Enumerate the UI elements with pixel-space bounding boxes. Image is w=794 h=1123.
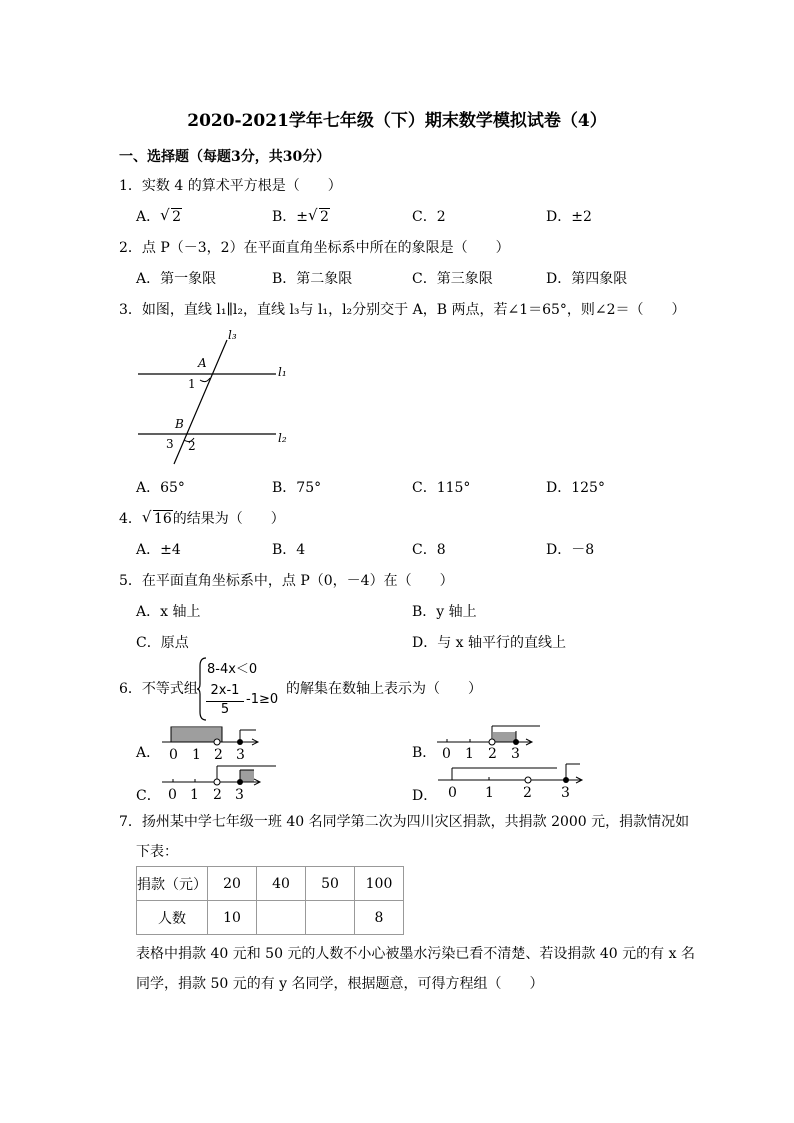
q6-option-b[interactable]: B．: [412, 745, 437, 761]
q1-stem: 1．实数 4 的算术平方根是（ ）: [119, 178, 342, 194]
label-A: A: [198, 356, 207, 370]
q6-numberline-b: [432, 720, 544, 764]
tick-1: 1: [192, 747, 201, 763]
q4-radicand: 16: [153, 511, 172, 527]
q1-option-c[interactable]: C．2: [412, 209, 446, 225]
q5-option-d[interactable]: D．与 x 轴平行的直线上: [412, 635, 567, 651]
table-cell: [257, 901, 306, 935]
q1-a-prefix: A．: [136, 209, 161, 225]
closed-point: [563, 777, 569, 783]
q6-numberline-d: [432, 760, 587, 804]
q6-suffix: 的解集在数轴上表示为（ ）: [286, 681, 482, 697]
q6-fraction-numerator: 2x-1: [210, 683, 240, 698]
shaded-region: [493, 732, 516, 742]
q1-b-prefix: B．±: [272, 209, 309, 225]
q5-option-a[interactable]: A．x 轴上: [136, 604, 201, 620]
q6-numberline-a: [156, 722, 266, 764]
q5-option-b[interactable]: B．y 轴上: [412, 604, 477, 620]
tick-1: 1: [485, 785, 494, 801]
q4-number: 4．: [119, 511, 142, 527]
table-row: [137, 901, 404, 935]
page-title: 2020-2021学年七年级（下）期末数学模拟试卷（4）: [187, 111, 607, 131]
open-point: [214, 779, 220, 785]
q3-option-c[interactable]: C．115°: [412, 480, 471, 496]
table-cell: 10: [208, 901, 257, 935]
label-l3: l₃: [228, 328, 237, 342]
open-point: [525, 777, 531, 783]
tick-2: 2: [523, 785, 532, 801]
q4-stem: [119, 509, 285, 529]
sqrt-symbol: [310, 207, 330, 227]
label-l1: l₁: [278, 365, 287, 379]
q5-stem: 5．在平面直角坐标系中，点 P（0，－4）在（ ）: [119, 573, 454, 589]
tick-2: 2: [488, 746, 497, 762]
q1-b-radicand: 2: [320, 209, 329, 225]
q2-option-d[interactable]: D．第四象限: [546, 271, 628, 287]
q7-after-line-1: 表格中捐款 40 元和 50 元的人数不小心被墨水污染已看不清楚、若设捐款 40 元的有 x 名: [136, 946, 695, 962]
q6-prefix: 6．不等式组: [119, 681, 198, 697]
tick-2: 2: [214, 747, 223, 763]
q6-option-a[interactable]: A．: [136, 745, 161, 761]
q6-option-c[interactable]: C．: [136, 788, 161, 804]
closed-point: [237, 739, 243, 745]
q1-option-a[interactable]: [136, 207, 182, 227]
section-heading: 一、选择题（每题3分，共30分）: [119, 149, 331, 165]
q2-option-c[interactable]: C．第三象限: [412, 271, 493, 287]
q6-inequality-2-tail: -1≥0: [246, 692, 279, 707]
tick-3: 3: [561, 785, 570, 801]
q1-a-radicand: 2: [172, 209, 182, 225]
label-l2: l₂: [278, 431, 287, 445]
table-cell: 捐款（元）: [137, 867, 208, 901]
q3-figure: [130, 326, 300, 470]
q4-option-a[interactable]: A．±4: [136, 542, 181, 558]
closed-point: [237, 779, 243, 785]
q4-option-b[interactable]: B．4: [272, 542, 306, 558]
q6-option-d[interactable]: D．: [412, 788, 438, 804]
table-cell: 8: [355, 901, 404, 935]
label-angle-2: 2: [188, 439, 196, 453]
q2-option-a[interactable]: A．第一象限: [136, 271, 217, 287]
tick-1: 1: [465, 746, 474, 762]
tick-1: 1: [190, 787, 199, 803]
tick-3: 3: [235, 787, 244, 803]
tick-0: 0: [168, 787, 177, 803]
table-cell: 50: [306, 867, 355, 901]
q3-option-b[interactable]: B．75°: [272, 480, 322, 496]
q1-option-d[interactable]: D．±2: [546, 209, 592, 225]
q5-option-c[interactable]: C．原点: [136, 635, 189, 651]
q4-option-c[interactable]: C．8: [412, 542, 446, 558]
q1-option-b[interactable]: [272, 207, 330, 227]
table-cell: [306, 901, 355, 935]
tick-0: 0: [448, 785, 457, 801]
tick-0: 0: [442, 746, 451, 762]
tick-3: 3: [511, 746, 520, 762]
q3-stem: 3．如图，直线 l₁∥l₂，直线 l₃与 l₁，l₂分别交于 A，B 两点，若∠1＝65°，则∠2＝（ ）: [119, 302, 686, 318]
q6-fraction-denominator: 5: [220, 702, 230, 717]
label-B: B: [175, 417, 184, 431]
tick-3: 3: [236, 747, 245, 763]
table-cell: 20: [208, 867, 257, 901]
q7-after-line-2: 同学，捐款 50 元的有 y 名同学，根据题意，可得方程组（ ）: [136, 976, 544, 992]
q7-stem-line-1: 7．扬州某中学七年级一班 40 名同学第二次为四川灾区捐款，共捐款 2000 元，捐款情况如: [119, 814, 690, 830]
q3-option-a[interactable]: A．65°: [136, 480, 185, 496]
tick-2: 2: [213, 787, 222, 803]
open-point: [214, 739, 220, 745]
tick-0: 0: [169, 747, 178, 763]
sqrt-symbol: [162, 207, 182, 227]
q2-stem: 2．点 P（－3，2）在平面直角坐标系中所在的象限是（ ）: [119, 240, 510, 256]
label-angle-1: 1: [188, 377, 196, 391]
q4-stem-text: 的结果为（ ）: [172, 511, 285, 527]
angle-1-arc: [200, 378, 210, 382]
q7-stem-line-2: 下表：: [136, 844, 178, 860]
q3-option-d[interactable]: D．125°: [546, 480, 605, 496]
q6-inequality-1: 8-4x＜0: [207, 662, 258, 677]
label-angle-3: 3: [166, 437, 174, 451]
q6-numberline-c: [156, 762, 281, 806]
q2-option-b[interactable]: B．第二象限: [272, 271, 353, 287]
open-point: [489, 739, 495, 745]
table-cell: 人数: [137, 901, 208, 935]
table-row: [137, 867, 404, 901]
sqrt-symbol: [144, 509, 173, 529]
q4-option-d[interactable]: D．－8: [546, 542, 595, 558]
closed-point: [513, 739, 519, 745]
table-cell: 40: [257, 867, 306, 901]
q7-table: [136, 866, 404, 935]
q7-table-wrapper: [136, 866, 404, 935]
table-cell: 100: [355, 867, 404, 901]
